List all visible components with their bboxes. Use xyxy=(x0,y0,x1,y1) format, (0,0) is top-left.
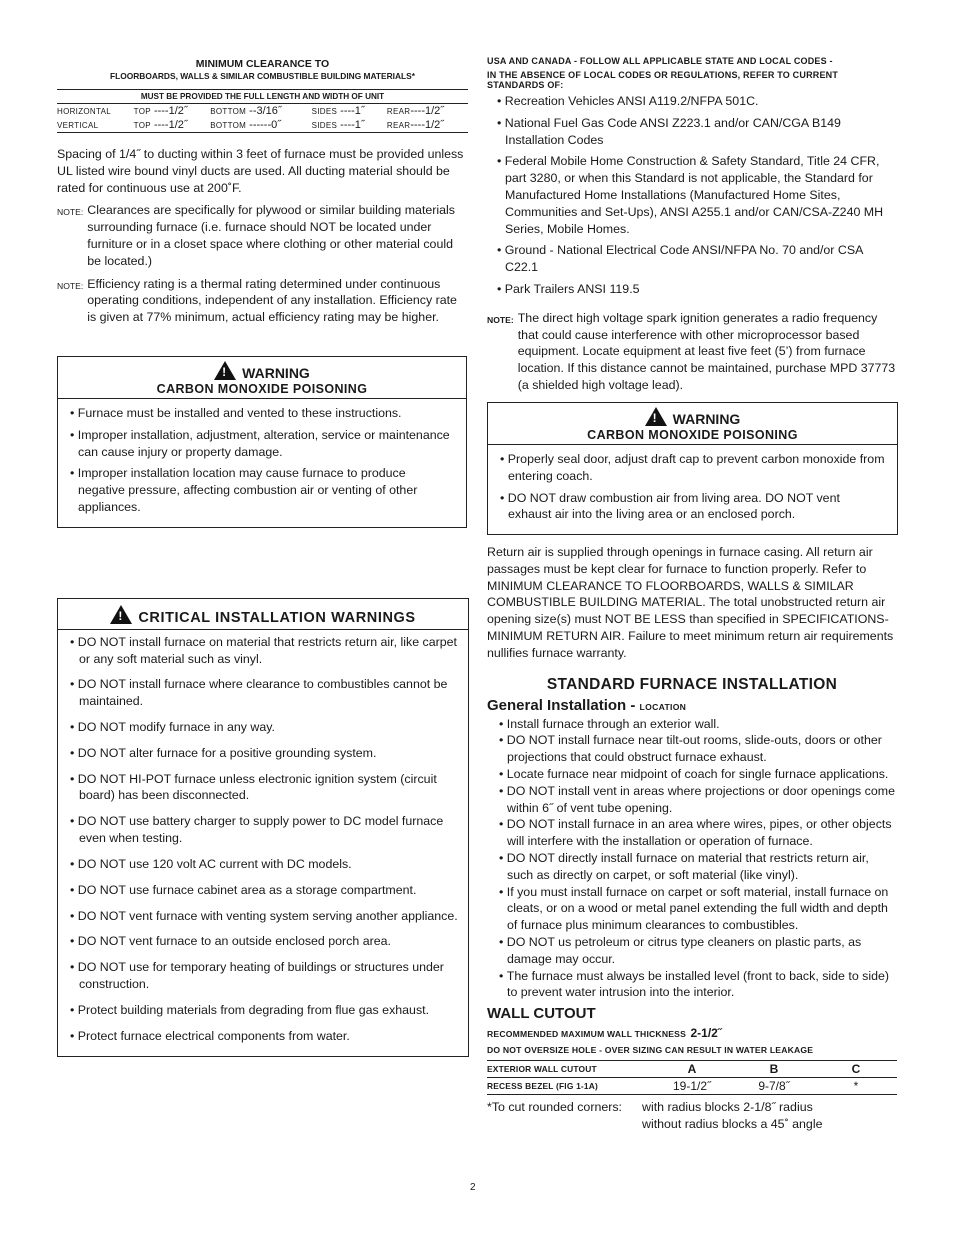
list-item: • DO NOT install furnace on material that restricts return air, like carpet or any soft material such as vinyl. xyxy=(70,634,458,667)
column-header: EXTERIOR WALL CUTOUT xyxy=(487,1061,651,1078)
list-item: • DO NOT directly install furnace on material that restricts return air, such as directly on carpet, or soft material (like vinyl). xyxy=(499,850,897,884)
critical-list xyxy=(58,630,468,1056)
list-item: • DO NOT install furnace in an area where wires, pipes, or other objects will interfere with the installation or operation of furnace. xyxy=(499,816,897,850)
list-item: • Improper installation, adjustment, alteration, service or maintenance can cause injury or property damage. xyxy=(70,427,454,461)
standard-installation-heading: STANDARD FURNACE INSTALLATION xyxy=(546,675,838,693)
note-clearances xyxy=(57,202,468,269)
note-label: NOTE: xyxy=(57,280,84,291)
cell-value: ----1˝ xyxy=(340,119,365,131)
warning-triangle-icon xyxy=(214,361,236,380)
clearance-title: MINIMUM CLEARANCE TO xyxy=(195,58,330,70)
warning-triangle-icon xyxy=(645,407,667,426)
cell-value: ----1/2˝ xyxy=(410,119,444,131)
warning-triangle-icon xyxy=(110,605,132,624)
installation-list xyxy=(487,716,897,1002)
cell-value: ----1˝ xyxy=(340,105,365,117)
codes-list xyxy=(487,93,897,298)
list-item: • DO NOT install vent in areas where projections or door openings come within 6˝ of vent tube opening. xyxy=(499,783,897,817)
warning-box-carbon-monoxide xyxy=(57,356,467,528)
codes-line-1: USA AND CANADA - FOLLOW ALL APPLICABLE STATE AND LOCAL CODES - xyxy=(487,56,833,66)
list-item: • DO NOT HI-POT furnace unless electronic ignition system (circuit board) has been disconnected. xyxy=(70,771,458,804)
cell-value: ----1/2˝ xyxy=(410,105,444,117)
cell-label: REAR xyxy=(386,107,411,116)
spacing-paragraph: Spacing of 1/4˝ to ducting within 3 feet of furnace must be provided unless UL listed wire bound vinyl ducts are used. All ducting material should be rated for continuous use at 200˚F. xyxy=(57,147,464,195)
list-item: • DO NOT alter furnace for a positive grounding system. xyxy=(70,745,458,762)
critical-warnings-box xyxy=(57,598,469,1057)
note-efficiency xyxy=(57,276,468,326)
note-text: Clearances are specifically for plywood or similar building materials surrounding furnace (i.e. furnace should NOT be located under furniture or in a closet space where clothing or other material could be located.) xyxy=(87,203,456,268)
cell-value: ------0˝ xyxy=(249,119,281,131)
warning-header xyxy=(488,403,897,445)
list-item: • Properly seal door, adjust draft cap to prevent carbon monoxide from entering coach. xyxy=(500,451,885,485)
clearance-header: MUST BE PROVIDED THE FULL LENGTH AND WIDTH OF UNIT xyxy=(57,90,468,104)
list-item: • DO NOT modify furnace in any way. xyxy=(70,719,458,736)
wall-thickness-line xyxy=(487,1024,897,1042)
page-number: 2 xyxy=(470,1182,476,1193)
column-header: B xyxy=(733,1061,815,1078)
warning-header xyxy=(58,357,466,399)
cell-value: --3/16˝ xyxy=(249,105,282,117)
cell-value: 9-7/8˝ xyxy=(733,1078,815,1095)
list-item: • DO NOT use battery charger to supply power to DC model furnace even when testing. xyxy=(70,813,458,846)
cell-label: SIDES xyxy=(311,107,338,116)
list-item: • DO NOT install furnace near tilt-out rooms, slide-outs, doors or other projections that could obstruct furnace exhaust. xyxy=(499,732,897,766)
list-item: • Ground - National Electrical Code ANSI/NFPA No. 70 and/or CSA C22.1 xyxy=(497,242,897,276)
cell-label: TOP xyxy=(133,107,151,116)
list-item: • DO NOT use furnace cabinet area as a storage compartment. xyxy=(70,882,458,899)
clearance-subtitle: FLOORBOARDS, WALLS & SIMILAR COMBUSTIBLE BUILDING MATERIALS* xyxy=(109,71,416,81)
note-text: The direct high voltage spark ignition generates a radio frequency that could cause interference with other microprocessor based equipment. Locate equipment at least five feet (5’) from furnace location. If this distance cannot be maintained, purchase MPD 37773 (a shielded high voltage lead). xyxy=(517,310,896,392)
warning-subtitle: CARBON MONOXIDE POISONING xyxy=(587,428,798,442)
list-item: • If you must install furnace on carpet or soft material, install furnace on cleats, or on a wood or metal panel extending the full width and depth of furnace plus minimum clearances to combustibles. xyxy=(499,884,897,934)
list-item: • DO NOT draw combustion air from living area. DO NOT vent exhaust air into the living area or an enclosed porch. xyxy=(500,490,885,524)
list-item: • Furnace must be installed and vented to these instructions. xyxy=(70,405,454,422)
list-item: • Locate furnace near midpoint of coach for single furnace applications. xyxy=(499,766,897,783)
cell-value: ----1/2˝ xyxy=(153,119,188,131)
cell-label: SIDES xyxy=(311,121,338,130)
list-item: • Protect building materials from degrading from flue gas exhaust. xyxy=(70,1002,458,1019)
cut-values xyxy=(642,1099,822,1133)
table-row xyxy=(57,118,468,133)
list-item: • Protect furnace electrical components from water. xyxy=(70,1028,458,1045)
cell-label: BOTTOM xyxy=(210,121,247,130)
codes-line-2: IN THE ABSENCE OF LOCAL CODES OR REGULATIONS, REFER TO CURRENT STANDARDS OF: xyxy=(487,70,839,90)
row-label: RECESS BEZEL (FIG 1-1A) xyxy=(487,1078,651,1095)
list-item: • Federal Mobile Home Construction & Safety Standard, Title 24 CFR, part 3280, or when this Standard is not applicable, the Standard for Manufactured Home Installations (Manufactured Home Sites, Communities and Set-Ups), ANSI A255.1 and/or CAN/CSA-Z240 MH Series, Mobile Homes. xyxy=(497,153,897,237)
list-item: • DO NOT vent furnace with venting system serving another appliance. xyxy=(70,908,458,925)
list-item: • The furnace must always be installed level (front to back, side to side) to prevent water intrusion into the interior. xyxy=(499,968,897,1002)
clearance-table xyxy=(57,89,468,133)
heading-small: LOCATION xyxy=(639,701,687,712)
warning-list xyxy=(488,445,897,534)
note-label: NOTE: xyxy=(57,207,84,218)
row-label: VERTICAL xyxy=(57,121,99,130)
oversize-warning: DO NOT OVERSIZE HOLE - OVER SIZING CAN RESULT IN WATER LEAKAGE xyxy=(487,1045,814,1056)
warning-title: WARNING xyxy=(242,365,310,381)
list-item: • DO NOT install furnace where clearance to combustibles cannot be maintained. xyxy=(70,676,458,709)
left-column xyxy=(57,56,468,326)
column-header: A xyxy=(651,1061,733,1078)
list-item: • DO NOT vent furnace to an outside enclosed porch area. xyxy=(70,933,458,950)
cut-label: *To cut rounded corners: xyxy=(487,1100,622,1115)
warning-box-draft xyxy=(487,402,898,535)
note-label: NOTE: xyxy=(487,314,514,325)
table-row xyxy=(57,104,468,119)
cell-value: * xyxy=(815,1078,897,1095)
right-column-lower xyxy=(487,544,897,1133)
note-spark-ignition xyxy=(487,310,897,394)
list-item: • DO NOT use 120 volt AC current with DC models. xyxy=(70,856,458,873)
list-item: • Recreation Vehicles ANSI A119.2/NFPA 501C. xyxy=(497,93,897,110)
cell-value: ----1/2˝ xyxy=(153,105,188,117)
thickness-value: 2-1/2˝ xyxy=(690,1026,722,1041)
list-item: • DO NOT us petroleum or citrus type cleaners on plastic parts, as damage may occur. xyxy=(499,934,897,968)
critical-header xyxy=(58,599,468,630)
list-item: • DO NOT use for temporary heating of buildings or structures under construction. xyxy=(70,959,458,992)
general-installation-heading xyxy=(487,697,897,714)
warning-title: WARNING xyxy=(672,411,741,427)
list-item: • Improper installation location may cause furnace to produce negative pressure, affecting combustion air or venting of other appliances. xyxy=(70,465,454,515)
cell-label: TOP xyxy=(133,121,151,130)
table-row xyxy=(487,1061,897,1078)
cell-value: 19-1/2˝ xyxy=(651,1078,733,1095)
warning-subtitle: CARBON MONOXIDE POISONING xyxy=(156,382,368,396)
note-text: Efficiency rating is a thermal rating determined under continuous operating conditions, independent of any installation. Efficiency rate is given at 77% minimum, actual efficiency rating may be higher. xyxy=(87,276,457,325)
cut-line: without radius blocks a 45˚ angle xyxy=(642,1116,823,1131)
warning-list xyxy=(58,399,466,527)
row-label: HORIZONTAL xyxy=(57,107,111,116)
list-item: • National Fuel Gas Code ANSI Z223.1 and/or CAN/CGA B149 Installation Codes xyxy=(497,115,897,149)
list-item: • Park Trailers ANSI 119.5 xyxy=(497,281,897,298)
heading-text: General Installation - xyxy=(487,696,640,714)
cell-label: BOTTOM xyxy=(210,107,247,116)
cut-line: with radius blocks 2-1/8˝ radius xyxy=(642,1100,813,1115)
right-column xyxy=(487,56,897,394)
critical-title: CRITICAL INSTALLATION WARNINGS xyxy=(138,610,416,626)
wall-cutout-table xyxy=(487,1060,897,1095)
list-item: • Install furnace through an exterior wall. xyxy=(499,716,897,733)
column-header: C xyxy=(815,1061,897,1078)
cell-label: REAR xyxy=(386,121,411,130)
wall-cutout-heading: WALL CUTOUT xyxy=(487,1005,596,1023)
table-row xyxy=(487,1078,897,1095)
return-air-paragraph: Return air is supplied through openings in furnace casing. All return air passages must be kept clear for furnace to function properly. Refer to MINIMUM CLEARANCE TO FLOORBOARDS, WALLS & SIMILAR COMBUSTIBLE BUILDING MATERIAL. The total unobstructed return air opening size(s) must NOT BE LESS than specified in SPECIFICATIONS-MINIMUM RETURN AIR. Failure to meet minimum return air requirements nullifies furnace warranty. xyxy=(487,545,894,660)
rounded-corners-note xyxy=(487,1099,897,1133)
thickness-label: RECOMMENDED MAXIMUM WALL THICKNESS xyxy=(487,1029,687,1040)
